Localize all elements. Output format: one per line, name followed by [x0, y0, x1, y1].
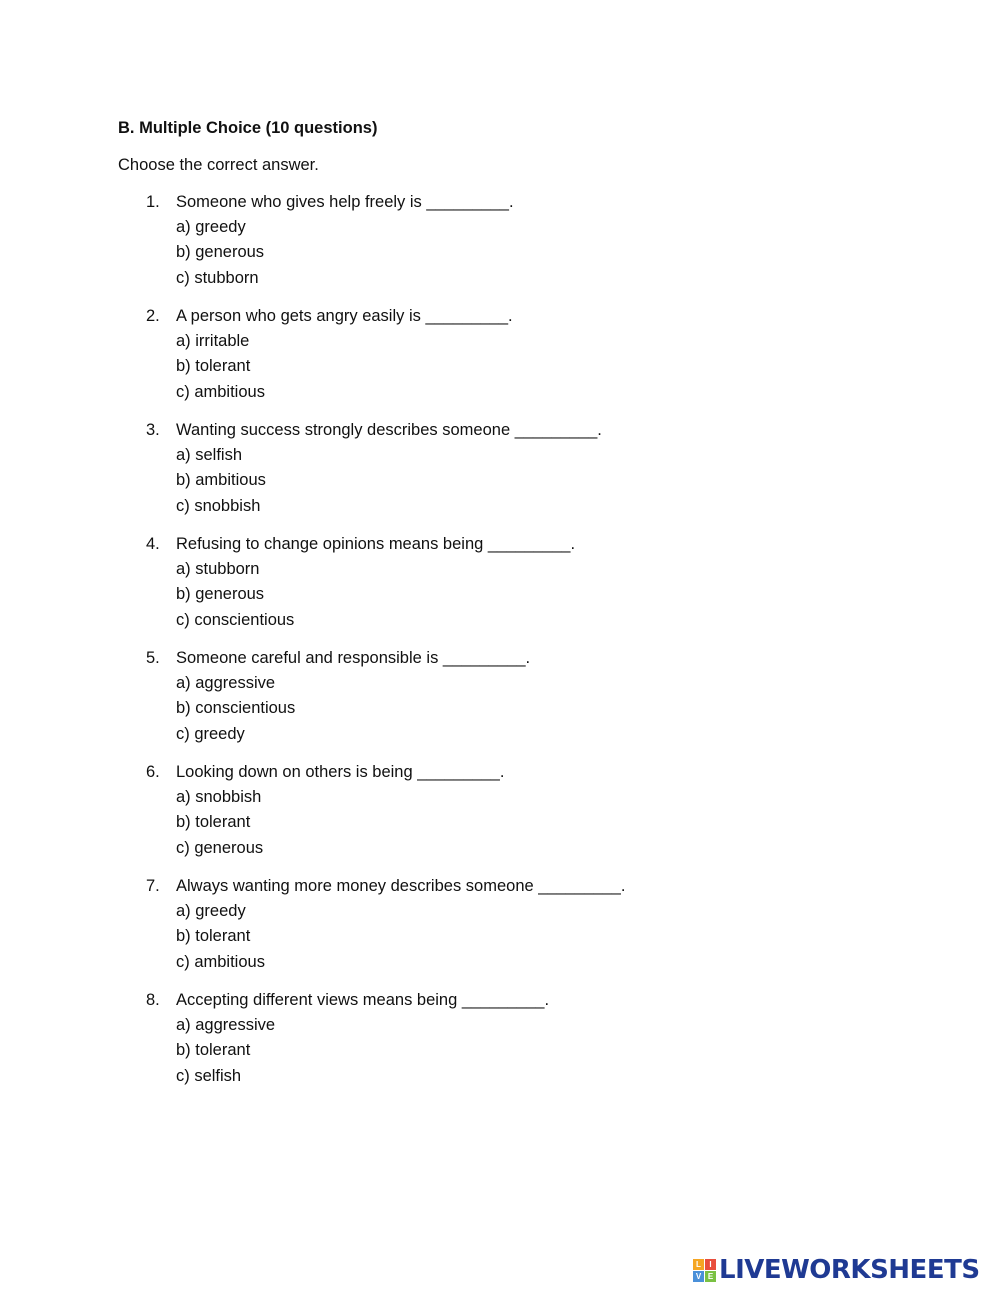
option-b[interactable]: b) conscientious [176, 699, 296, 718]
question-2 [146, 306, 846, 407]
question-6 [146, 762, 846, 863]
question-number: 6. [146, 763, 160, 781]
section-title: B. Multiple Choice (10 questions) [118, 119, 378, 137]
option-a[interactable]: a) selfish [176, 446, 243, 464]
option-c[interactable]: c) generous [176, 838, 264, 857]
option-a[interactable]: a) greedy [176, 902, 246, 920]
question-text: Accepting different views means being _________. [176, 991, 550, 1009]
option-c[interactable]: c) greedy [176, 724, 245, 743]
option-b[interactable]: b) ambitious [176, 471, 266, 490]
option-c[interactable]: c) ambitious [176, 952, 265, 971]
option-c[interactable]: c) snobbish [176, 496, 261, 515]
question-3 [146, 420, 846, 521]
option-c[interactable]: c) ambitious [176, 382, 265, 401]
option-b[interactable]: b) generous [176, 243, 265, 262]
question-4 [146, 534, 846, 635]
logo-square-v: V [693, 1271, 704, 1282]
option-b[interactable]: b) generous [176, 585, 265, 604]
logo-text: LIVEWORKSHEETS [719, 1255, 980, 1285]
option-a[interactable]: a) irritable [176, 332, 250, 350]
instructions: Choose the correct answer. [118, 156, 319, 174]
question-text: Always wanting more money describes someone _________. [176, 877, 626, 895]
option-a[interactable]: a) aggressive [176, 1016, 276, 1034]
option-c[interactable]: c) selfish [176, 1066, 242, 1085]
liveworksheets-logo-icon [693, 1259, 716, 1282]
logo-square-i: I [705, 1259, 716, 1270]
logo-square-e: E [705, 1271, 716, 1282]
question-number: 5. [146, 649, 160, 667]
option-a[interactable]: a) snobbish [176, 788, 262, 806]
option-c[interactable]: c) conscientious [176, 610, 295, 629]
logo-square-l: L [693, 1259, 704, 1270]
question-number: 2. [146, 307, 160, 325]
question-text: Looking down on others is being _________. [176, 763, 505, 781]
option-a[interactable]: a) greedy [176, 218, 246, 236]
question-8 [146, 990, 846, 1091]
question-text: Someone who gives help freely is _________. [176, 193, 514, 211]
question-number: 1. [146, 193, 160, 211]
option-a[interactable]: a) aggressive [176, 674, 276, 692]
question-7 [146, 876, 846, 977]
question-1 [146, 192, 846, 293]
question-number: 4. [146, 535, 160, 553]
option-b[interactable]: b) tolerant [176, 813, 251, 832]
option-c[interactable]: c) stubborn [176, 268, 259, 287]
option-b[interactable]: b) tolerant [176, 927, 251, 946]
question-5 [146, 648, 846, 749]
question-number: 7. [146, 877, 160, 895]
question-text: A person who gets angry easily is _________. [176, 307, 513, 325]
question-number: 3. [146, 421, 160, 439]
option-a[interactable]: a) stubborn [176, 560, 260, 578]
option-b[interactable]: b) tolerant [176, 357, 251, 376]
question-number: 8. [146, 991, 160, 1009]
liveworksheets-logo [693, 1255, 980, 1285]
option-b[interactable]: b) tolerant [176, 1041, 251, 1060]
question-text: Wanting success strongly describes someone _________. [176, 421, 602, 439]
question-text: Someone careful and responsible is _________. [176, 649, 531, 667]
question-text: Refusing to change opinions means being _________. [176, 535, 576, 553]
